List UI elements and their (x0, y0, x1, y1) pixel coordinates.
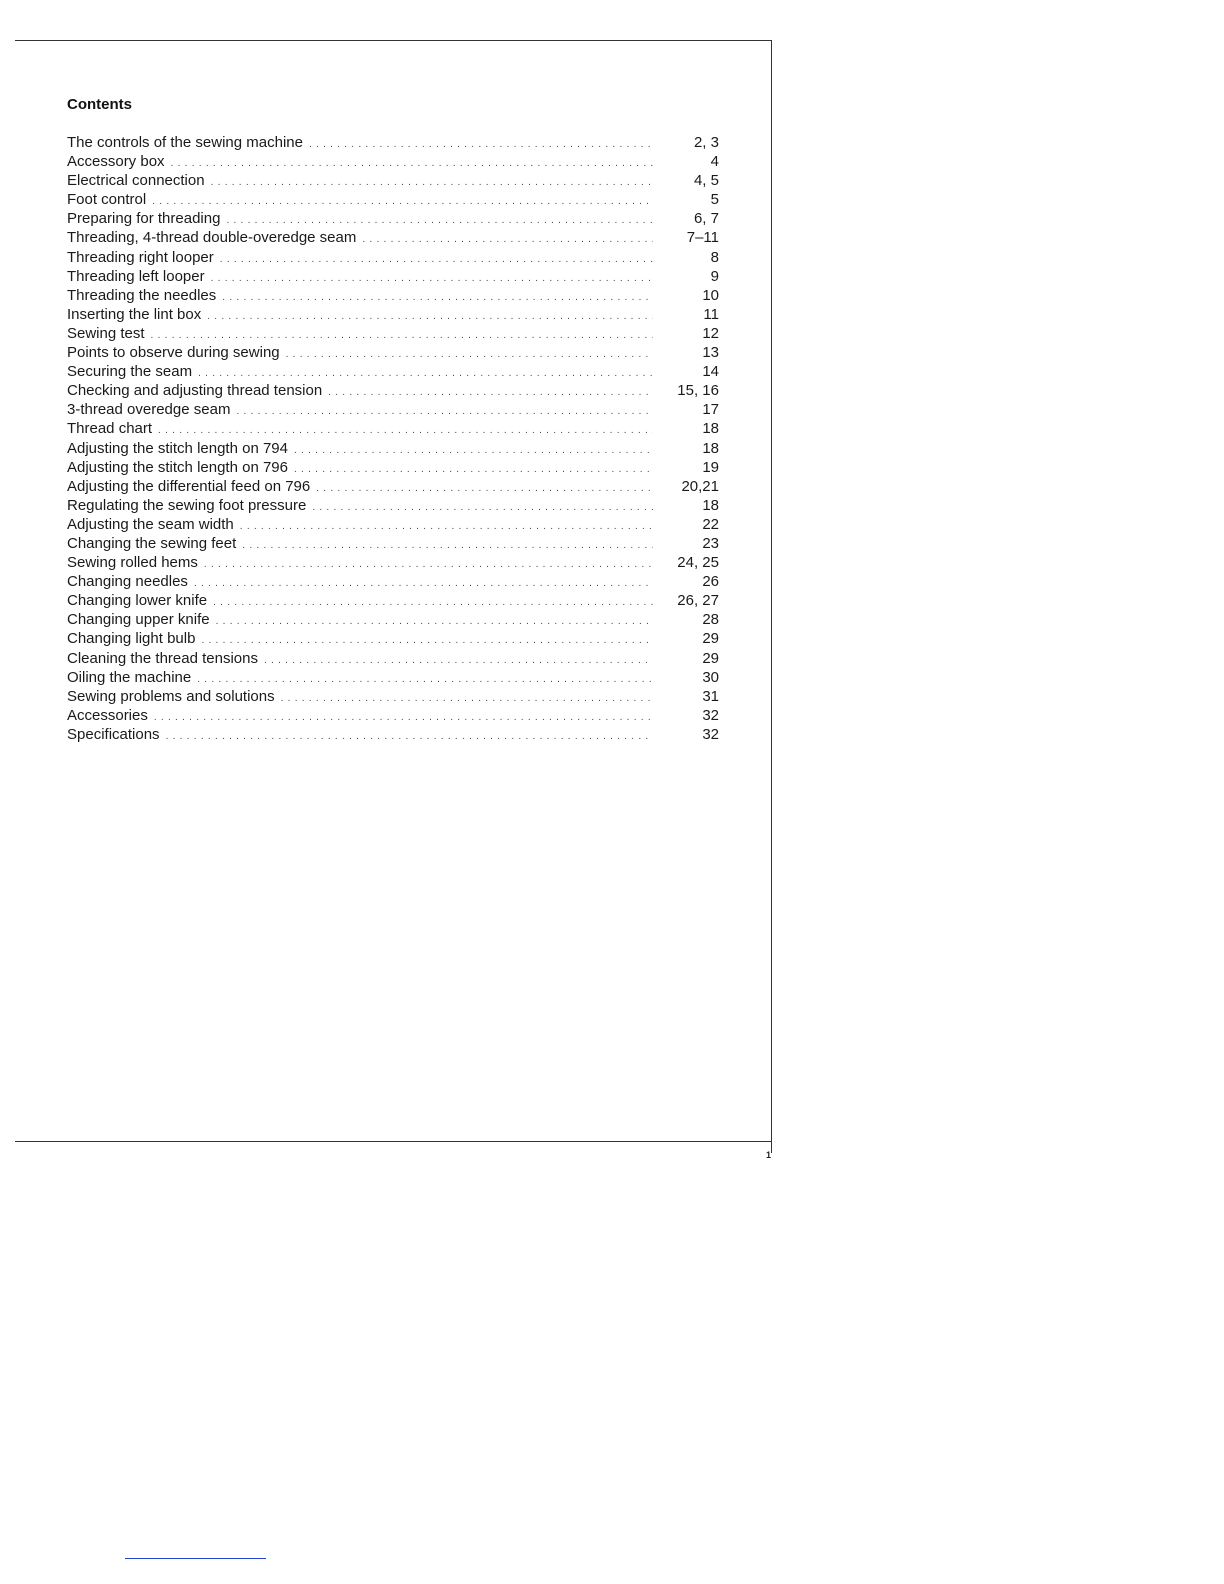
toc-leader-dots (316, 479, 653, 498)
toc-entry-page: 14 (702, 363, 719, 381)
toc-leader-dots (222, 288, 653, 307)
toc-entry-title: Foot control (67, 191, 147, 209)
toc-entry-page: 22 (702, 515, 719, 533)
toc-entry-title: The controls of the sewing machine (67, 134, 303, 151)
bottom-rule (15, 1141, 772, 1142)
toc-entry-title: Changing light bulb (67, 630, 196, 648)
toc-leader-dots (281, 689, 653, 708)
toc-entry[interactable] (67, 305, 719, 324)
toc-entry[interactable] (67, 267, 719, 286)
toc-entry[interactable] (67, 362, 719, 381)
toc-entry[interactable] (67, 248, 719, 267)
toc-entry-page: 29 (702, 630, 719, 648)
toc-leader-dots (294, 460, 653, 479)
top-rule (15, 40, 772, 41)
toc-entry[interactable] (67, 152, 719, 171)
toc-entry[interactable] (67, 706, 719, 725)
toc-leader-dots (286, 345, 653, 364)
toc-leader-dots (240, 517, 653, 536)
page-number: 1 (766, 1150, 772, 1160)
toc-entry-page: 18 (702, 496, 719, 514)
toc-entry-page: 23 (702, 534, 719, 552)
toc-entry[interactable] (67, 419, 719, 438)
toc-entry[interactable] (67, 496, 719, 515)
toc-entry-title: Accessory box (67, 153, 165, 171)
toc-entry-title: Inserting the lint box (67, 305, 202, 323)
toc-entry-page: 20,21 (681, 477, 719, 495)
toc-entry-title: 3-thread overedge seam (67, 401, 231, 419)
toc-entry[interactable] (67, 209, 719, 228)
right-rule (771, 40, 772, 1153)
toc-entry[interactable] (67, 286, 719, 305)
toc-entry-title: Changing the sewing feet (67, 534, 237, 552)
toc-entry[interactable] (67, 324, 719, 343)
toc-entry[interactable] (67, 171, 719, 190)
toc-entry[interactable] (67, 668, 719, 687)
table-of-contents (67, 133, 719, 744)
toc-entry-page: 15, 16 (677, 382, 719, 400)
page-title: Contents (67, 96, 132, 113)
toc-entry[interactable] (67, 687, 719, 706)
toc-entry-title: Threading the needles (67, 286, 217, 304)
toc-entry-title: Checking and adjusting thread tension (67, 382, 323, 400)
toc-entry[interactable] (67, 400, 719, 419)
toc-leader-dots (166, 727, 653, 746)
toc-entry-page: 32 (702, 706, 719, 724)
toc-entry-page: 2, 3 (693, 134, 719, 151)
toc-entry-page: 12 (702, 324, 719, 342)
toc-entry-title: Adjusting the differential feed on 796 (67, 477, 311, 495)
toc-entry-title: Oiling the machine (67, 668, 192, 686)
toc-leader-dots (294, 441, 653, 460)
toc-entry-title: Changing lower knife (67, 592, 208, 610)
toc-leader-dots (154, 708, 653, 727)
toc-entry-title: Changing needles (67, 573, 188, 591)
toc-entry[interactable] (67, 553, 719, 572)
toc-entry-title: Adjusting the seam width (67, 515, 234, 533)
toc-leader-dots (213, 593, 653, 612)
toc-entry-title: Cleaning the thread tensions (67, 649, 258, 667)
toc-entry-page: 6, 7 (693, 210, 719, 228)
toc-leader-dots (171, 154, 653, 173)
toc-entry-title: Threading right looper (67, 248, 214, 266)
toc-entry-title: Specifications (67, 725, 160, 743)
toc-leader-dots (211, 269, 653, 288)
toc-entry-page: 18 (702, 439, 719, 457)
toc-leader-dots (264, 651, 653, 670)
toc-entry-title: Thread chart (67, 420, 153, 438)
toc-entry[interactable] (67, 439, 719, 458)
toc-entry-page: 4 (710, 153, 719, 171)
toc-entry-page: 26 (702, 573, 719, 591)
toc-entry-title: Threading left looper (67, 267, 205, 285)
toc-leader-dots (211, 173, 653, 192)
toc-entry-title: Securing the seam (67, 363, 193, 381)
toc-entry-title: Sewing rolled hems (67, 554, 198, 572)
toc-entry[interactable] (67, 591, 719, 610)
toc-entry-page: 26, 27 (677, 592, 719, 610)
toc-leader-dots (207, 307, 653, 326)
toc-entry[interactable] (67, 610, 719, 629)
toc-entry[interactable] (67, 534, 719, 553)
toc-entry[interactable] (67, 649, 719, 668)
toc-entry-title: Preparing for threading (67, 210, 221, 228)
toc-entry-title: Points to observe during sewing (67, 344, 280, 362)
toc-entry-title: Sewing test (67, 324, 145, 342)
toc-entry-page: 29 (702, 649, 719, 667)
toc-entry-page: 11 (703, 305, 719, 323)
toc-entry-page: 32 (702, 725, 719, 743)
toc-entry-page: 19 (702, 458, 719, 476)
toc-entry[interactable] (67, 228, 719, 247)
toc-entry-page: 18 (702, 420, 719, 438)
toc-leader-dots (220, 250, 653, 269)
toc-entry-page: 8 (710, 248, 719, 266)
toc-entry[interactable] (67, 725, 719, 744)
toc-entry-title: Accessories (67, 706, 148, 724)
toc-entry-page: 9 (710, 267, 719, 285)
toc-leader-dots (328, 383, 653, 402)
toc-leader-dots (236, 402, 653, 421)
toc-entry-page: 31 (702, 687, 719, 705)
toc-entry-title: Electrical connection (67, 172, 205, 190)
toc-entry-page: 5 (710, 191, 719, 209)
toc-entry-page: 28 (702, 611, 719, 629)
toc-entry[interactable] (67, 572, 719, 591)
toc-leader-dots (194, 574, 653, 593)
toc-entry-page: 4, 5 (693, 172, 719, 190)
toc-entry[interactable] (67, 458, 719, 477)
toc-entry[interactable] (67, 381, 719, 400)
toc-entry[interactable] (67, 477, 719, 496)
toc-entry-title: Adjusting the stitch length on 794 (67, 439, 288, 457)
toc-leader-dots (312, 498, 653, 517)
footer-link-underline (125, 1558, 266, 1559)
toc-entry-title: Adjusting the stitch length on 796 (67, 458, 288, 476)
toc-entry[interactable] (67, 133, 719, 152)
toc-entry-title: Regulating the sewing foot pressure (67, 496, 307, 514)
toc-entry-page: 17 (702, 401, 719, 419)
toc-leader-dots (362, 230, 653, 249)
toc-entry[interactable] (67, 629, 719, 648)
toc-entry-page: 13 (702, 344, 719, 362)
toc-entry-title: Changing upper knife (67, 611, 210, 629)
toc-entry-page: 30 (702, 668, 719, 686)
toc-entry[interactable] (67, 190, 719, 209)
toc-leader-dots (309, 135, 653, 154)
toc-leader-dots (152, 192, 653, 211)
toc-entry-title: Threading, 4-thread double-overedge seam (67, 229, 357, 247)
toc-entry-title: Sewing problems and solutions (67, 687, 275, 705)
toc-leader-dots (204, 555, 653, 574)
toc-entry-page: 10 (702, 286, 719, 304)
toc-entry[interactable] (67, 515, 719, 534)
toc-entry-page: 24, 25 (677, 554, 719, 572)
toc-entry[interactable] (67, 343, 719, 362)
toc-leader-dots (216, 612, 653, 631)
toc-leader-dots (201, 631, 653, 650)
toc-entry-page: 7–11 (686, 229, 719, 247)
toc-leader-dots (242, 536, 653, 555)
